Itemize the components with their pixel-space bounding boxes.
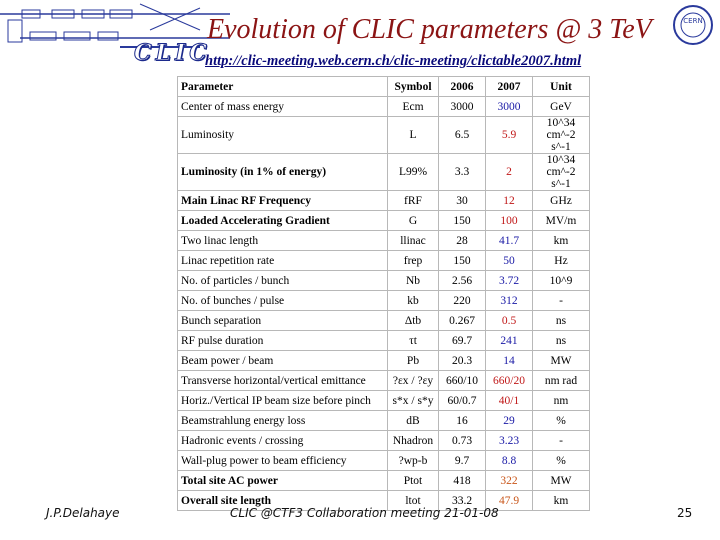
value-2006-cell: 2.56 [439,271,486,291]
param-cell: Main Linac RF Frequency [178,191,388,211]
value-2007-cell: 660/20 [486,371,533,391]
parameters-table [177,76,590,511]
value-2007-cell: 40/1 [486,391,533,411]
unit-cell: % [533,411,590,431]
value-2006-cell: 16 [439,411,486,431]
value-2006-cell: 418 [439,471,486,491]
value-2007-cell: 41.7 [486,231,533,251]
value-2007-cell: 100 [486,211,533,231]
symbol-cell: dB [388,411,439,431]
symbol-cell: frep [388,251,439,271]
unit-cell: MW [533,351,590,371]
table-row [178,351,590,371]
unit-cell: GeV [533,97,590,117]
table-row [178,154,590,191]
symbol-cell: ?wp-b [388,451,439,471]
table-row [178,431,590,451]
value-2007-cell: 29 [486,411,533,431]
param-cell: No. of bunches / pulse [178,291,388,311]
param-cell: Transverse horizontal/vertical emittance [178,371,388,391]
page-title: Evolution of CLIC parameters @ 3 TeV [207,14,652,45]
table-row [178,191,590,211]
header-symbol: Symbol [388,77,439,97]
param-cell: Two linac length [178,231,388,251]
symbol-cell: ?εx / ?εy [388,371,439,391]
symbol-cell: Ptot [388,471,439,491]
value-2006-cell: 28 [439,231,486,251]
value-2007-cell: 3.23 [486,431,533,451]
param-cell: Linac repetition rate [178,251,388,271]
table-header-row [178,77,590,97]
value-2006-cell: 0.267 [439,311,486,331]
value-2006-cell: 150 [439,211,486,231]
value-2007-cell: 47.9 [486,491,533,511]
symbol-cell: L [388,117,439,154]
symbol-cell: llinac [388,231,439,251]
symbol-cell: Pb [388,351,439,371]
table-row [178,331,590,351]
value-2006-cell: 9.7 [439,451,486,471]
symbol-cell: Nb [388,271,439,291]
author-name: J.P.Delahaye [46,506,120,520]
value-2007-cell: 312 [486,291,533,311]
table-row [178,117,590,154]
unit-cell: 10^9 [533,271,590,291]
unit-cell: 10^34 cm^-2 s^-1 [533,154,590,191]
page-number: 25 [677,506,693,520]
param-cell: Beamstrahlung energy loss [178,411,388,431]
value-2006-cell: 3.3 [439,154,486,191]
param-cell: Luminosity [178,117,388,154]
header-2006: 2006 [439,77,486,97]
value-2006-cell: 60/0.7 [439,391,486,411]
table-row [178,97,590,117]
unit-cell: nm [533,391,590,411]
svg-text:CERN: CERN [683,17,703,25]
value-2007-cell: 8.8 [486,451,533,471]
table-row [178,211,590,231]
value-2007-cell: 241 [486,331,533,351]
table-row [178,291,590,311]
table-row [178,251,590,271]
unit-cell: ns [533,331,590,351]
value-2007-cell: 5.9 [486,117,533,154]
unit-cell: - [533,431,590,451]
value-2007-cell: 12 [486,191,533,211]
value-2007-cell: 322 [486,471,533,491]
symbol-cell: Nhadron [388,431,439,451]
symbol-cell: Ecm [388,97,439,117]
value-2006-cell: 150 [439,251,486,271]
value-2006-cell: 3000 [439,97,486,117]
unit-cell: MW [533,471,590,491]
table-row [178,371,590,391]
symbol-cell: s*x / s*y [388,391,439,411]
header-2007: 2007 [486,77,533,97]
symbol-cell: L99% [388,154,439,191]
value-2007-cell: 3.72 [486,271,533,291]
table-row [178,271,590,291]
param-cell: Bunch separation [178,311,388,331]
unit-cell: ns [533,311,590,331]
unit-cell: nm rad [533,371,590,391]
value-2007-cell: 50 [486,251,533,271]
param-cell: Total site AC power [178,471,388,491]
table-row [178,391,590,411]
value-2007-cell: 3000 [486,97,533,117]
unit-cell: MV/m [533,211,590,231]
param-cell: Overall site length [178,491,388,511]
value-2006-cell: 220 [439,291,486,311]
value-2006-cell: 33.2 [439,491,486,511]
header-parameter: Parameter [178,77,388,97]
clictable-link[interactable]: http://clic-meeting.web.cern.ch/clic-meeting/clictable2007.html [205,53,582,69]
unit-cell: % [533,451,590,471]
unit-cell: Hz [533,251,590,271]
unit-cell: 10^34 cm^-2 s^-1 [533,117,590,154]
param-cell: RF pulse duration [178,331,388,351]
value-2006-cell: 69.7 [439,331,486,351]
param-cell: No. of particles / bunch [178,271,388,291]
param-cell: Hadronic events / crossing [178,431,388,451]
value-2007-cell: 14 [486,351,533,371]
value-2007-cell: 2 [486,154,533,191]
param-cell: Beam power / beam [178,351,388,371]
symbol-cell: Δtb [388,311,439,331]
meeting-footer: CLIC @CTF3 Collaboration meeting 21-01-08 [230,506,499,520]
symbol-cell: kb [388,291,439,311]
value-2006-cell: 6.5 [439,117,486,154]
value-2006-cell: 660/10 [439,371,486,391]
table-row [178,231,590,251]
param-cell: Luminosity (in 1% of energy) [178,154,388,191]
param-cell: Center of mass energy [178,97,388,117]
unit-cell: - [533,291,590,311]
value-2006-cell: 30 [439,191,486,211]
table-row [178,451,590,471]
symbol-cell: fRF [388,191,439,211]
symbol-cell: τt [388,331,439,351]
symbol-cell: G [388,211,439,231]
cern-logo-icon [672,4,714,46]
param-cell: Wall-plug power to beam efficiency [178,451,388,471]
table-row [178,411,590,431]
header-unit: Unit [533,77,590,97]
table-row [178,311,590,331]
param-cell: Horiz./Vertical IP beam size before pinch [178,391,388,411]
value-2006-cell: 0.73 [439,431,486,451]
param-cell: Loaded Accelerating Gradient [178,211,388,231]
value-2006-cell: 20.3 [439,351,486,371]
symbol-cell: ltot [388,491,439,511]
unit-cell: GHz [533,191,590,211]
unit-cell: km [533,491,590,511]
table-row [178,471,590,491]
unit-cell: km [533,231,590,251]
clic-logo: CLIC [134,40,211,66]
value-2007-cell: 0.5 [486,311,533,331]
